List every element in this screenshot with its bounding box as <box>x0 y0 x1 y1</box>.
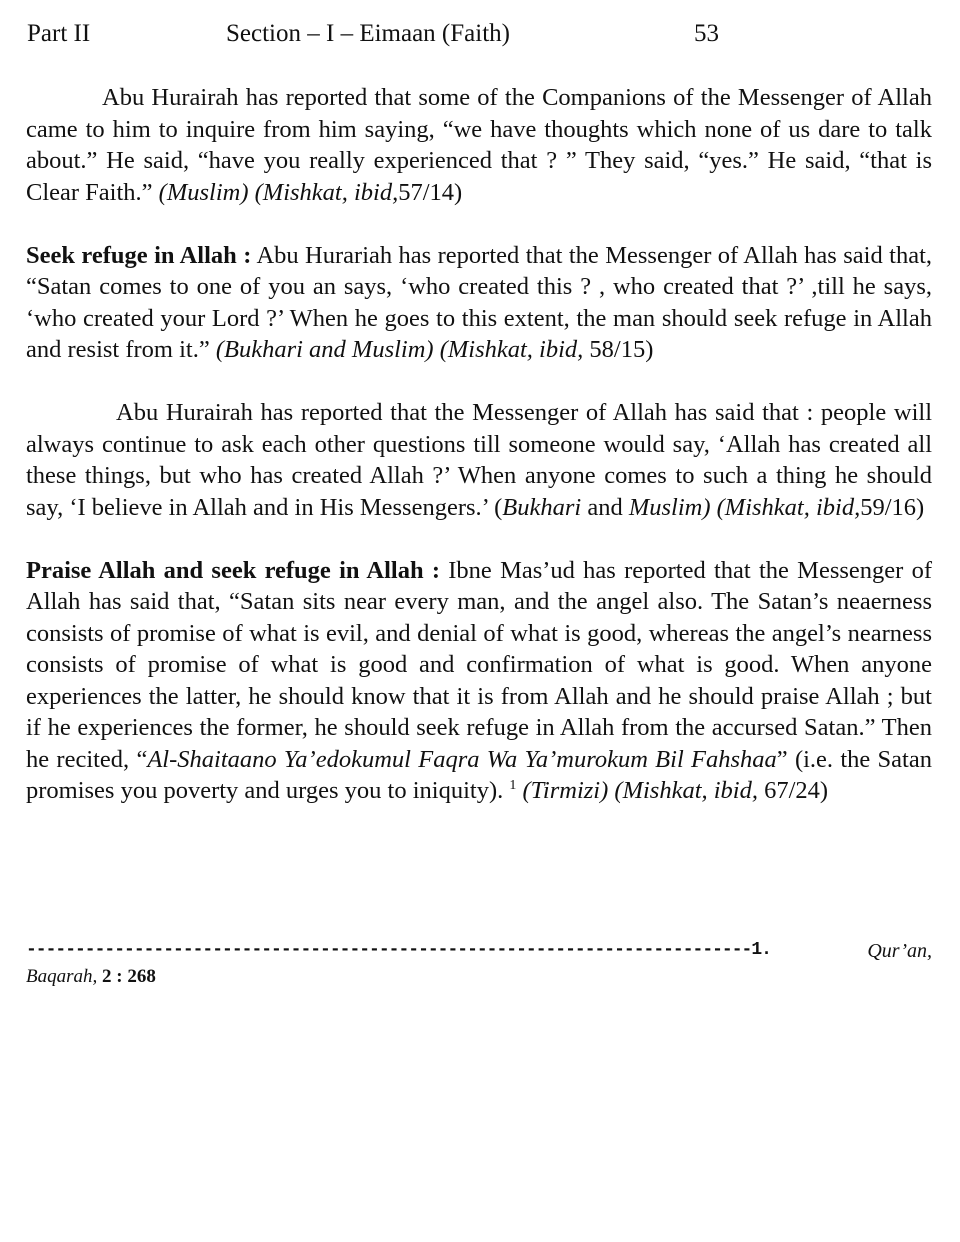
page-number: 53 <box>694 20 719 47</box>
paragraph-2-heading: Seek refuge in Allah : <box>26 241 252 269</box>
paragraph-4-text: Ibne Mas’ud has reported that the Messenger of Allah has said that, “Satan sits near every man, and the angel also. The Satan’s neaerness consists of promise of what is evil, and denial of what is good, whereas the angel’s nearness consists of promise of what is good and confirmation of what is good. When anyone experiences the latter, he should know that it is from Allah and he should praise Allah ; but if he experiences the former, he should seek refuge in Allah from the accursed Satan.” Then he recited, “ <box>26 556 932 773</box>
quran-quote: Al-Shaitaano Ya’edokumul Faqra Wa Ya’murokum Bil Fahshaa <box>147 745 777 773</box>
ref-bukhari-muslim: (Bukhari and Muslim) <box>215 336 434 363</box>
ref-open-paren: ( <box>494 493 503 521</box>
ref-number: 58/15) <box>583 336 654 363</box>
paragraph-3-text: Abu Hurairah has reported that the Messenger of Allah has said that : people will always continue to ask each other questions till someone would say, ‘Allah has created all these things, but who has created Allah ?’ When anyone comes to such a thing he should say, ‘I believe in Allah and in His Messengers.’ <box>26 399 932 521</box>
paragraph-4-text-2: ” (i.e. the Satan promises you poverty and urges you to iniquity). <box>26 745 932 804</box>
footnote-mark[interactable]: 1 <box>509 777 517 793</box>
ref-number: 59/16) <box>860 493 925 521</box>
footnote-verse: 2 : 268 <box>102 966 156 987</box>
ref-muslim: Muslim) <box>628 493 711 521</box>
header-part: Part II <box>27 20 91 47</box>
ref-tirmizi: (Tirmizi) <box>522 777 609 804</box>
header-section: Section – I – Eimaan (Faith) <box>226 20 510 47</box>
footnote-reference <box>26 966 156 988</box>
ref-muslim: (Muslim) <box>158 178 249 206</box>
page-body <box>26 82 932 807</box>
paragraph-4-heading: Praise Allah and seek refuge in Allah : <box>26 556 441 584</box>
paragraph-4 <box>26 555 932 807</box>
footnote-separator <box>26 940 932 970</box>
ref-bukhari: Bukhari <box>502 493 582 521</box>
ref-mishkat: (Mishkat, ibid, <box>254 178 399 206</box>
ref-mishkat: (Mishkat, ibid, <box>439 336 584 363</box>
ref-and: and <box>581 493 629 521</box>
paragraph-1 <box>26 82 932 208</box>
footnote-source: Qur’an, <box>867 940 932 962</box>
ref-number: 67/24) <box>758 777 829 804</box>
ref-number: 57/14) <box>398 178 463 206</box>
paragraph-2 <box>26 240 932 366</box>
footnote-dashes: --------------------------------------------------------------------------1. <box>26 940 771 960</box>
page-header <box>0 20 960 54</box>
footnote-chapter: Baqarah, <box>26 966 98 987</box>
ref-mishkat: (Mishkat, ibid, <box>614 777 758 804</box>
paragraph-1-text: Abu Hurairah has reported that some of the Companions of the Messenger of Allah came to him to inquire from him saying, “we have thoughts which none of us dare to talk about.” He said, “have you really experienced that ? ” They said, “yes.” He said, “that is Clear Faith.” <box>26 84 932 206</box>
paragraph-3 <box>26 397 932 523</box>
paragraph-2-text: Abu Hurariah has reported that the Messenger of Allah has said that, “Satan comes to one of you an says, ‘who created this ? , who created that ?’ ,till he says, ‘who created your Lord ?’ When he goes to this extent, the man should seek refuge in Allah and resist from it.” <box>26 241 932 363</box>
ref-mishkat: (Mishkat, ibid, <box>716 493 861 521</box>
